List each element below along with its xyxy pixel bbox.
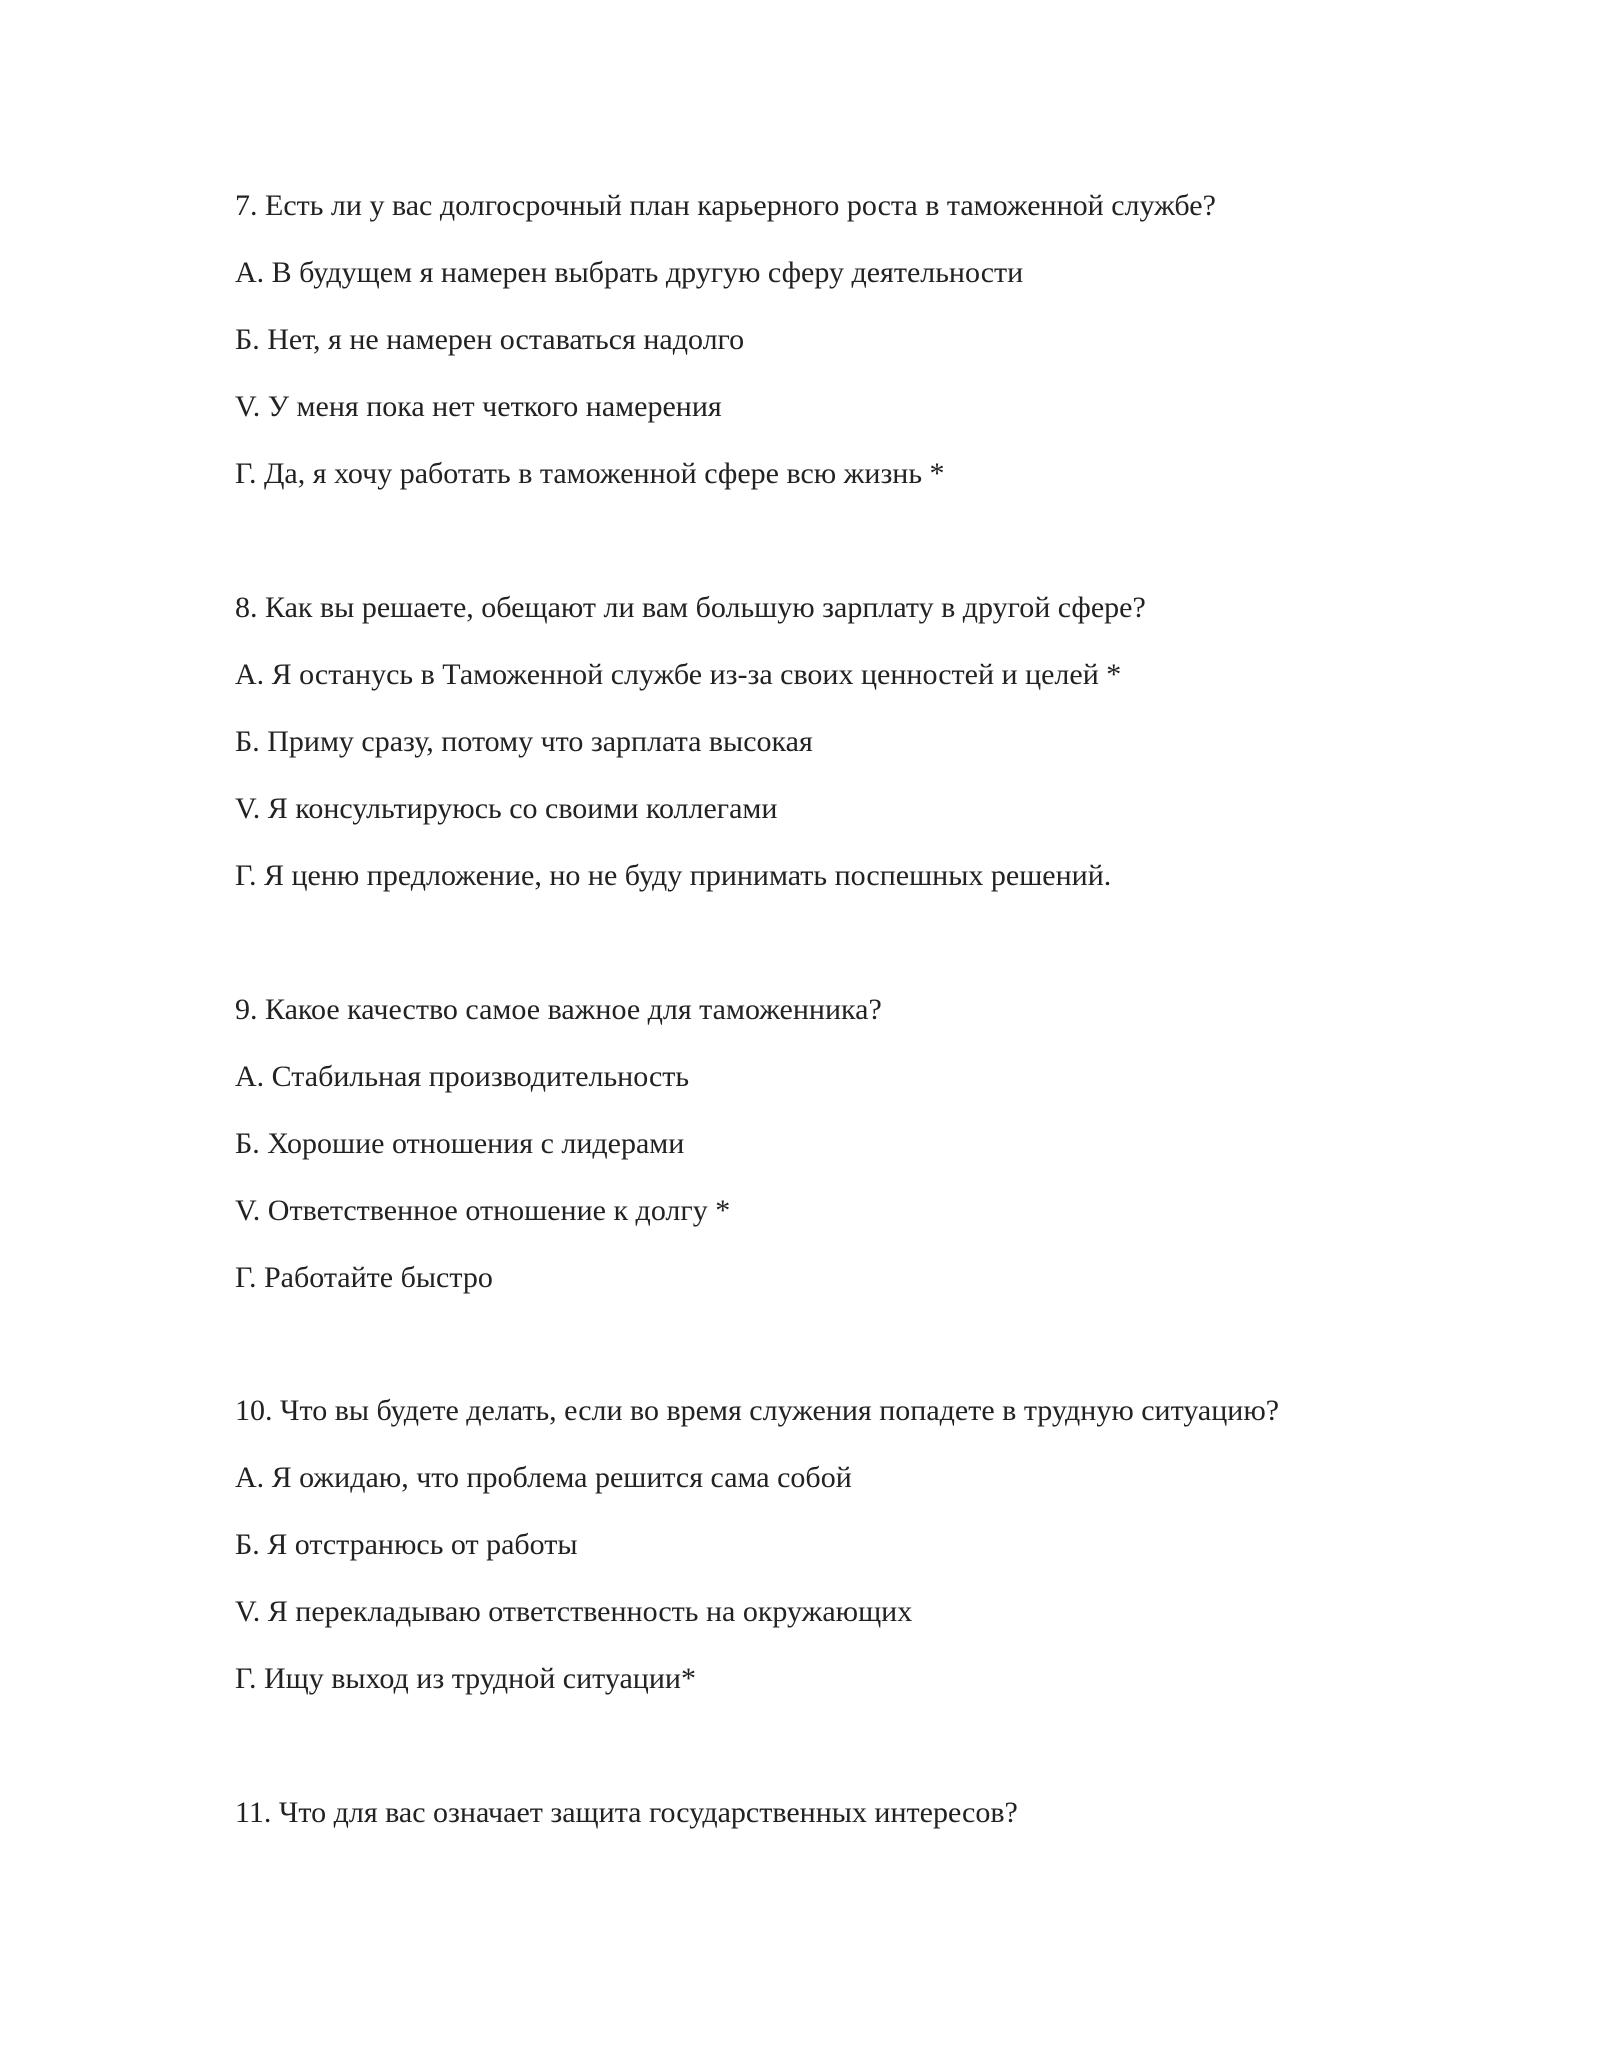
answer-option: Б. Хорошие отношения с лидерами — [235, 1127, 685, 1160]
answer-option: А. Я останусь в Таможенной службе из-за своих ценностей и целей * — [235, 658, 1122, 691]
question-text: 9. Какое качество самое важное для таможенника? — [235, 993, 882, 1026]
answer-option: V. Я консультируюсь со своими коллегами — [235, 792, 778, 825]
question-text: 10. Что вы будете делать, если во время служения попадете в трудную ситуацию? — [235, 1394, 1280, 1427]
answer-option: Б. Приму сразу, потому что зарплата высокая — [235, 725, 813, 758]
answer-option: V. Ответственное отношение к долгу * — [235, 1194, 731, 1227]
question-text: 8. Как вы решаете, обещают ли вам большую зарплату в другой сфере? — [235, 591, 1146, 624]
answer-option: Г. Работайте быстро — [235, 1261, 493, 1294]
answer-option: V. Я перекладываю ответственность на окружающих — [235, 1595, 913, 1628]
answer-option: Г. Ищу выход из трудной ситуации* — [235, 1662, 696, 1695]
answer-option: Б. Я отстранюсь от работы — [235, 1528, 578, 1561]
answer-option: Г. Я ценю предложение, но не буду принимать поспешных решений. — [235, 859, 1112, 892]
answer-option: А. Стабильная производительность — [235, 1060, 690, 1093]
answer-option: Б. Нет, я не намерен оставаться надолго — [235, 323, 745, 356]
answer-option: V. У меня пока нет четкого намерения — [235, 390, 722, 423]
answer-option: А. В будущем я намерен выбрать другую сферу деятельности — [235, 256, 1024, 289]
answer-option: А. Я ожидаю, что проблема решится сама собой — [235, 1461, 852, 1494]
answer-option: Г. Да, я хочу работать в таможенной сфере всю жизнь * — [235, 457, 945, 490]
question-text: 7. Есть ли у вас долгосрочный план карьерного роста в таможенной службе? — [235, 189, 1216, 222]
question-text: 11. Что для вас означает защита государственных интересов? — [235, 1796, 1018, 1829]
